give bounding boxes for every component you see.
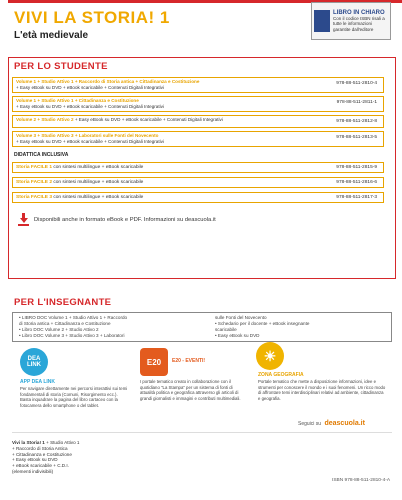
book-subtitle: L'età medievale [14, 30, 89, 41]
follow-label: Seguici su [298, 421, 322, 427]
insegnante-section-title: PER L'INSEGNANTE [14, 297, 112, 308]
insegnante-item: • Libro DOC Volume 2 + Studio Attivo 2 [19, 327, 99, 332]
feature-title-dea-link: APP DEA LINK [20, 379, 56, 385]
bottom-item: (elementi indivisibili) [12, 468, 54, 474]
row-title: Volume 1 + Studio Attivo 1 + Cittadinanza e Costituzione [16, 98, 139, 103]
bottom-item: + Cittadinanza e Costituzione [12, 451, 72, 457]
insegnante-item: • Easy eBook su DVD [215, 333, 260, 338]
title-text: VIVI LA STORIA! [14, 8, 155, 27]
feature-title-geografia: ZONA GEOGRAFIA [258, 372, 304, 378]
insegnante-col-2 [215, 315, 385, 339]
row-detail: + Easy eBook su DVD + eBook scaricabile + Contenuti Digitali Integrativi [73, 117, 223, 122]
bottom-isbn: ISBN 978-88-511-2810-4-A [332, 478, 391, 483]
feature-text-dea-link: Per navigare direttamente nei percorsi interattivi sui temi fondamentali di storia (Comuni, Risorgimento ecc.). Basta inquadrare la pagina del libro cartaceo con la fotocamera dello smartphone o del tablet. [20, 386, 128, 408]
badge-title: LIBRO IN CHIARO [333, 9, 385, 16]
row-isbn: 978-88-511-2812-8 [336, 119, 377, 124]
insegnante-item: sulle Fonti del Novecento [215, 315, 267, 320]
insegnante-col-1 [19, 315, 189, 339]
row-detail: + Easy eBook su DVD + eBook scaricabile + Contenuti Digitali Integrativi [16, 85, 164, 91]
row-title: Volume 3 + Studio Attivo 3 + Laboratori sulle Fonti del Novecento [16, 133, 159, 138]
bottom-item: + Easy eBook su DVD [12, 457, 58, 463]
row-title: Volume 1 + Studio Attivo 1 + Raccordo di Storia antica + Cittadinanza e Costituzione [16, 79, 200, 84]
studente-section-title: PER LO STUDENTE [14, 61, 108, 72]
bottom-item: + Raccordo di Storia Antica [12, 445, 68, 451]
feature-title-e20: E20 - EVENTI! [172, 358, 206, 364]
badge-text: Con il codice ISBN risali a tutte le informazioni garantite dall'editore [333, 15, 385, 32]
bottom-item: + eBook scaricabile + C.D.I. [12, 463, 69, 469]
product-row [12, 115, 384, 128]
facile-title: Storia FACILE 3 [16, 195, 52, 200]
bottom-title-rest: + Studio Attivo 1 [44, 440, 80, 445]
facile-detail: con sintesi multilingue + eBook scaricabile [51, 180, 144, 185]
dea-link-icon: DEA LINK [20, 348, 48, 376]
insegnante-item: • Schedario per il docente + eBook insegnante [215, 321, 310, 326]
bottom-title: Vivi la Storia! 1 [12, 440, 45, 445]
follow-us [298, 420, 365, 427]
book-title [14, 8, 170, 28]
insegnante-item: di Storia antica + Cittadinanza e Costituzione [19, 321, 111, 326]
row-title: Volume 2 + Studio Attivo 2 [16, 117, 74, 122]
insegnante-item: scaricabile [215, 327, 237, 332]
facile-title: Storia FACILE 2 [16, 180, 52, 185]
bottom-contents-list [12, 440, 79, 475]
product-row [12, 77, 384, 93]
facile-isbn: 978-88-511-2816-6 [336, 180, 377, 185]
insegnante-box [12, 312, 392, 342]
insegnante-item: • Libro DOC Volume 3 + Studio Attivo 3 + Laboratori [19, 333, 125, 338]
facile-isbn: 978-88-511-2817-3 [336, 195, 377, 200]
zona-geografia-icon: ☀ [256, 342, 284, 370]
facile-isbn: 978-88-511-2815-9 [336, 165, 377, 170]
facile-row [12, 192, 384, 203]
download-info: Disponibili anche in formato eBook e PDF. Informazioni su deascuola.it [34, 217, 216, 223]
facile-row [12, 177, 384, 188]
facile-row [12, 162, 384, 173]
row-detail: + Easy eBook su DVD + eBook scaricabile + Contenuti Digitali Integrativi [16, 139, 164, 145]
facile-title: Storia FACILE 1 [16, 165, 52, 170]
row-isbn: 978-88-511-2813-5 [336, 135, 377, 140]
insegnante-item: • LIBRO DOC Volume 1 + Studio Attivo 1 + Raccordo [19, 315, 128, 320]
divider [12, 432, 392, 433]
download-icon [18, 213, 29, 226]
row-isbn: 978-88-511-2810-4 [336, 81, 377, 86]
volume-number: 1 [159, 8, 170, 27]
feature-text-e20: I portale tematico creato in collaborazione con il quotidiano "La Stampa" per un sistema di fonti di attualità politica e geografica attraverso gli articoli di grandi giornalisti e immagini e contributi multimediali. [140, 379, 241, 401]
libro-logo-icon [314, 10, 330, 32]
product-row [12, 131, 384, 147]
facile-detail: con sintesi multilingue + eBook scaricabile [51, 195, 144, 200]
row-isbn: 978-88-511-2811-1 [336, 100, 377, 105]
facile-detail: con sintesi multilingue + eBook scaricabile [51, 165, 144, 170]
website-link[interactable]: deascuola.it [324, 420, 365, 427]
e20-eventi-icon: E20 [140, 348, 168, 376]
row-detail: + Easy eBook su DVD + eBook scaricabile + Contenuti Digitali Integrativi [16, 104, 164, 110]
didattica-inclusiva-label: DIDATTICA INCLUSIVA [14, 152, 69, 158]
feature-text-geografia: Portale tematico che mette a disposizione informazioni, idee e strumenti per conoscere il mondo e i suoi fenomeni. Un ricco modo di affrontare temi interdisciplinari relativi ad ambiente, cittadinanza e geografia. [258, 379, 386, 401]
libro-in-chiaro-badge [311, 2, 391, 40]
product-row [12, 96, 384, 112]
